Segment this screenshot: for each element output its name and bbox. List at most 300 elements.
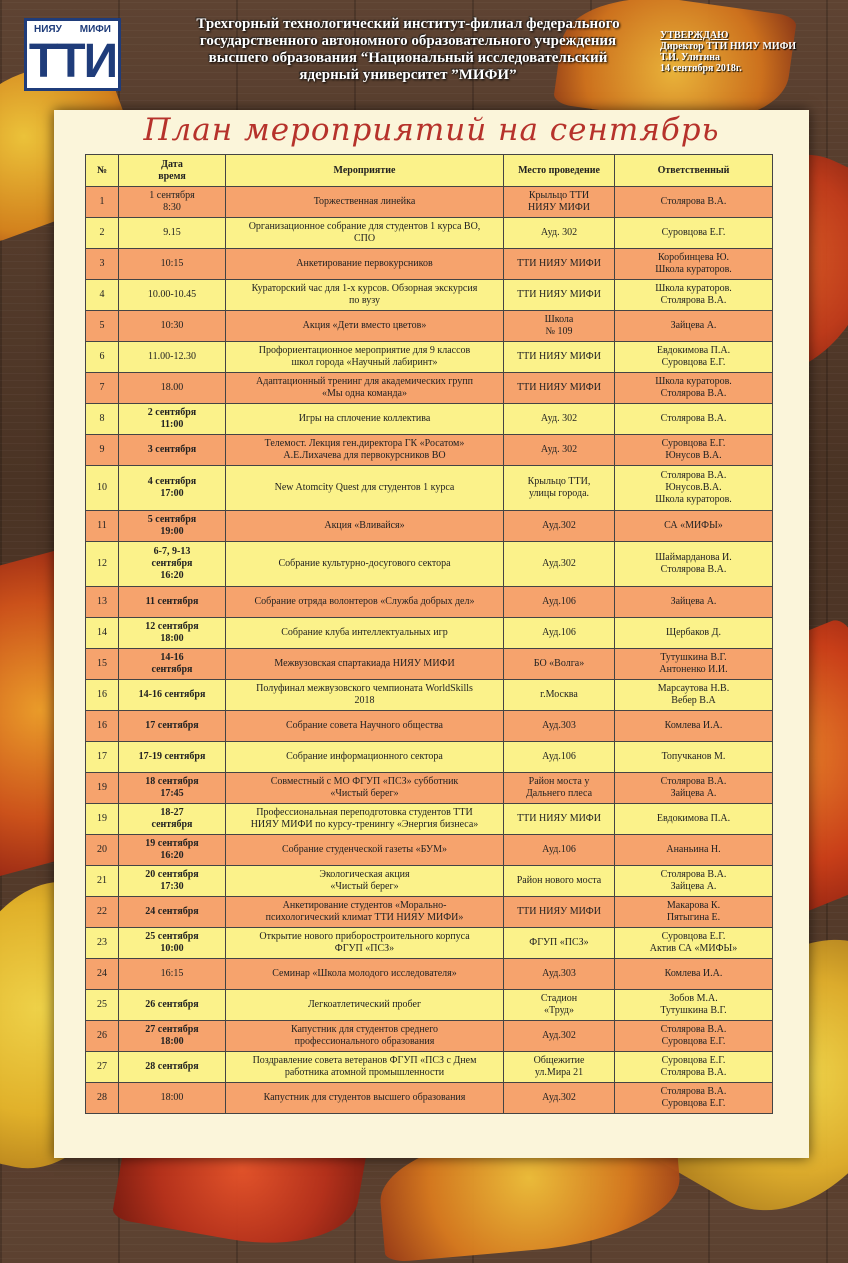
row-date-cell-line: 5 сентября [147,514,197,525]
row-place-cell [504,435,615,466]
row-place-cell [504,897,615,928]
row-date-cell [119,311,226,342]
approval-block [660,30,840,74]
row-event-cell-line: Телемост. Лекция ген.директора ГК «Росатом» [264,438,465,449]
row-event-cell-line: Поздравление совета ветеранов ФГУП «ПСЗ с Днем [252,1055,477,1066]
row-number-cell-line: 25 [97,999,107,1010]
row-event-cell [226,990,504,1021]
row-date-cell [119,928,226,959]
row-place-cell [504,711,615,742]
row-place-cell [504,342,615,373]
row-responsible-cell [615,804,773,835]
row-event-cell-line: Организационное собрание для студентов 1 курса ВО, [248,221,481,232]
row-responsible-cell-line: Суровцова Е.Г. [661,1055,726,1066]
row-responsible-cell-line: Коробинцева Ю. [657,252,730,263]
row-place-cell-line: Крыльцо ТТИ, [527,476,591,487]
row-number-cell [86,1083,119,1114]
table-row [86,249,773,280]
row-date-cell-line: 17:30 [160,881,184,892]
row-place-cell [504,587,615,618]
row-place-cell [504,804,615,835]
row-number-cell-line: 9 [99,444,105,455]
row-date-cell-line: 16:15 [160,968,184,979]
row-responsible-cell-line: Зайцева А. [670,320,717,331]
row-date-cell [119,280,226,311]
row-date-cell [119,1052,226,1083]
row-responsible-cell-line: Суровцова Е.Г. [661,1036,726,1047]
row-date-cell [119,1021,226,1052]
table-header-row [86,155,773,187]
row-place-cell-line: Крыльцо ТТИ [528,190,590,201]
row-date-cell-line: 17 сентября [145,720,199,731]
row-date-cell-line: сентября [151,558,193,569]
row-number-cell [86,835,119,866]
row-responsible-cell [615,373,773,404]
row-date-cell [119,466,226,511]
row-date-cell [119,680,226,711]
institute-name [158,16,658,84]
row-number-cell [86,187,119,218]
table-row [86,897,773,928]
row-event-cell [226,649,504,680]
row-place-cell [504,742,615,773]
row-place-cell-line: Ауд.302 [542,1092,576,1103]
row-responsible-cell-line: Столярова В.А. [660,295,727,306]
row-event-cell-line: «Чистый берег» [330,788,399,799]
row-date-cell-line: 16:20 [160,570,184,581]
row-place-cell-line: Ауд.106 [542,596,576,607]
row-event-cell-line: Открытие нового приборостроительного корпуса [259,931,470,942]
row-place-cell-line: ТТИ НИЯУ МИФИ [517,382,601,393]
row-responsible-cell-line: Юнусов В.А. [665,450,722,461]
row-responsible-cell-line: Столярова В.А. [660,869,727,880]
row-event-cell-line: Торжественная линейка [313,196,416,207]
table-row [86,742,773,773]
row-event-cell [226,342,504,373]
row-date-cell-line: 17:45 [160,788,184,799]
row-place-cell [504,280,615,311]
row-responsible-cell-line: Суровцова Е.Г. [661,931,726,942]
row-event-cell [226,618,504,649]
row-date-cell-line: 26 сентября [145,999,199,1010]
table-row [86,680,773,711]
row-number-cell-line: 19 [97,813,107,824]
row-date-cell-line: 19:00 [160,526,184,537]
row-event-cell [226,249,504,280]
row-event-cell-line: ФГУП «ПСЗ» [334,943,395,954]
row-place-cell [504,990,615,1021]
row-number-cell [86,680,119,711]
row-date-cell [119,342,226,373]
row-event-cell-line: Совместный с МО ФГУП «ПСЗ» субботник [270,776,459,787]
row-event-cell [226,435,504,466]
row-date-cell-line: 11.00-12.30 [148,351,196,362]
row-responsible-cell-line: Столярова В.А. [660,776,727,787]
row-responsible-cell-line: Столярова В.А. [660,1067,727,1078]
row-number-cell-line: 15 [97,658,107,669]
row-number-cell [86,928,119,959]
row-number-cell-line: 20 [97,844,107,855]
row-date-cell [119,742,226,773]
row-date-cell-line: 18.00 [160,382,184,393]
row-date-cell [119,866,226,897]
row-event-cell-line: Собрание культурно-досугового сектора [278,558,451,569]
row-responsible-cell [615,1052,773,1083]
row-responsible-cell [615,342,773,373]
row-event-cell [226,680,504,711]
row-responsible-cell-line: Евдокимова П.А. [656,813,731,824]
row-date-cell-line: 10.00-10.45 [147,289,197,300]
row-place-cell [504,187,615,218]
row-number-cell-line: 3 [99,258,105,269]
row-date-cell [119,542,226,587]
row-place-cell-line: Ауд. 302 [540,444,578,455]
row-responsible-cell-line: Зайцева А. [670,881,717,892]
row-date-cell-line: 11 сентября [145,596,199,607]
row-place-cell-line: Ауд.106 [542,844,576,855]
row-number-cell [86,990,119,1021]
institute-name-line: ядерный университет ”МИФИ” [299,67,517,83]
table-row [86,711,773,742]
row-event-cell [226,373,504,404]
row-event-cell [226,835,504,866]
row-number-cell [86,649,119,680]
row-event-cell-line: Межвузовская спартакиада НИЯУ МИФИ [274,658,455,669]
row-number-cell [86,1052,119,1083]
row-place-cell-line: Ауд.106 [542,751,576,762]
row-place-cell [504,866,615,897]
row-event-cell-line: Профориентационное мероприятие для 9 классов [258,345,471,356]
row-responsible-cell [615,249,773,280]
row-event-cell-line: Капустник для студентов среднего [290,1024,439,1035]
row-place-cell-line: № 109 [545,326,573,337]
row-date-cell-line: 3 сентября [147,444,197,455]
row-place-cell [504,680,615,711]
row-event-cell-line: Собрание клуба интеллектуальных игр [281,627,448,638]
institute-name-line: высшего образования “Национальный исследовательский [208,50,608,66]
row-date-cell-line: сентября [151,819,193,830]
row-number-cell [86,511,119,542]
row-place-cell-line: Ауд.302 [542,1030,576,1041]
row-responsible-cell [615,773,773,804]
row-event-cell [226,773,504,804]
row-place-cell-line: Дальнего плеса [525,788,593,799]
row-responsible-cell-line: Школа кураторов. [655,376,732,387]
row-number-cell-line: 23 [97,937,107,948]
row-place-cell [504,959,615,990]
row-date-cell-line: 27 сентября [145,1024,199,1035]
row-place-cell [504,249,615,280]
row-number-cell [86,587,119,618]
row-responsible-cell [615,649,773,680]
row-place-cell-line: Ауд. 302 [540,413,578,424]
row-event-cell [226,542,504,587]
row-place-cell-line: Ауд.106 [542,627,576,638]
row-date-cell-line: 6-7, 9-13 [153,546,191,557]
row-place-cell-line: НИЯУ МИФИ [528,202,590,213]
row-event-cell-line: Семинар «Школа молодого исследователя» [272,968,457,979]
row-date-cell-line: 18:00 [160,1036,184,1047]
row-place-cell [504,311,615,342]
row-responsible-cell-line: Тутушкина В.Г. [660,652,727,663]
row-event-cell-line: Экологическая акция [319,869,410,880]
row-responsible-cell-line: Школа кураторов. [655,264,732,275]
row-date-cell-line: 14-16 сентября [138,689,206,700]
row-date-cell [119,990,226,1021]
row-date-cell-line: 1 сентября [149,190,195,201]
row-event-cell-line: Анкетирование студентов «Морально- [282,900,447,911]
row-event-cell [226,959,504,990]
row-number-cell-line: 21 [97,875,107,886]
row-date-cell-line: 12 сентября [145,621,199,632]
table-row [86,435,773,466]
row-place-cell-line: ул.Мира 21 [534,1067,584,1078]
row-date-cell-line: 18:00 [160,633,184,644]
row-place-cell-line: Ауд.303 [542,720,576,731]
row-date-cell [119,835,226,866]
page-title: План мероприятий на сентябрь [143,112,720,148]
row-place-cell-line: Район моста у [528,776,590,787]
table-row [86,773,773,804]
institute-name-line: государственного автономного образовательного учреждения [199,33,617,49]
row-place-cell-line: ТТИ НИЯУ МИФИ [517,813,601,824]
table-row [86,218,773,249]
row-number-cell [86,1021,119,1052]
row-place-cell [504,542,615,587]
row-place-cell [504,773,615,804]
row-responsible-cell-line: Зайцева А. [670,596,717,607]
table-row [86,649,773,680]
row-place-cell [504,218,615,249]
row-place-cell-line: ТТИ НИЯУ МИФИ [517,906,601,917]
row-event-cell-line: New Atomcity Quest для студентов 1 курса [274,482,455,493]
row-number-cell-line: 7 [99,382,105,393]
events-table [85,154,773,1114]
table-row [86,959,773,990]
row-event-cell-line: Кураторский час для 1-х курсов. Обзорная экскурсия [251,283,478,294]
row-date-cell [119,187,226,218]
row-responsible-cell-line: Суровцова Е.Г. [661,1098,726,1109]
row-responsible-cell [615,928,773,959]
row-responsible-cell [615,542,773,587]
row-date-cell-line: 10:00 [160,943,184,954]
logo-text-tti: ТТИ [28,35,117,88]
table-row [86,342,773,373]
row-event-cell-line: А.Е.Лихачева для первокурсников ВО [283,450,446,461]
row-number-cell-line: 16 [97,689,107,700]
table-row [86,928,773,959]
row-responsible-cell-line: Суровцова Е.Г. [661,438,726,449]
row-event-cell-line: Собрание совета Научного общества [285,720,443,731]
row-responsible-cell-line: Шаймарданова И. [655,552,732,563]
row-place-cell [504,1083,615,1114]
table-row [86,804,773,835]
row-number-cell [86,742,119,773]
table-row [86,542,773,587]
row-place-cell-line: ФГУП «ПСЗ» [529,937,589,948]
row-number-cell [86,897,119,928]
row-place-cell [504,835,615,866]
row-date-cell [119,511,226,542]
row-event-cell [226,742,504,773]
row-event-cell-line: Акция «Дети вместо цветов» [302,320,427,331]
row-event-cell [226,187,504,218]
row-event-cell [226,804,504,835]
row-event-cell [226,1083,504,1114]
row-date-cell-line: 14-16 [160,652,184,663]
row-event-cell-line: Адаптационный тренинг для академических групп [256,376,473,387]
row-event-cell [226,280,504,311]
approval-line: 14 сентября 2018г. [660,63,742,74]
row-place-cell [504,511,615,542]
row-responsible-cell-line: СА «МИФЫ» [664,520,723,531]
row-number-cell [86,959,119,990]
row-place-cell-line: ТТИ НИЯУ МИФИ [517,258,601,269]
row-responsible-cell [615,990,773,1021]
row-responsible-cell-line: Зайцева А. [670,788,717,799]
row-number-cell [86,373,119,404]
row-responsible-cell [615,466,773,511]
row-date-cell-line: 10:15 [160,258,184,269]
row-responsible-cell [615,742,773,773]
row-responsible-cell-line: Столярова В.А. [660,1086,727,1097]
row-responsible-cell-line: Школа кураторов. [655,283,732,294]
row-number-cell-line: 28 [97,1092,107,1103]
row-place-cell-line: Общежитие [533,1055,585,1066]
column-header-event: Мероприятие [226,155,504,187]
row-responsible-cell [615,587,773,618]
row-date-cell [119,773,226,804]
row-responsible-cell-line: Макарова К. [666,900,721,911]
row-date-cell-line: 9.15 [163,227,181,238]
row-number-cell-line: 12 [97,558,107,569]
row-date-cell [119,649,226,680]
row-responsible-cell-line: Столярова В.А. [660,388,727,399]
row-place-cell [504,1021,615,1052]
row-number-cell [86,773,119,804]
row-date-cell-line: 11:00 [160,419,184,430]
row-event-cell-line: «Чистый берег» [330,881,399,892]
row-place-cell-line: ТТИ НИЯУ МИФИ [517,351,601,362]
row-number-cell-line: 10 [97,482,107,493]
row-responsible-cell-line: Антоненко И.И. [659,664,728,675]
row-responsible-cell-line: Столярова В.А. [660,564,727,575]
row-responsible-cell-line: Столярова В.А. [660,470,727,481]
row-event-cell [226,1021,504,1052]
row-number-cell [86,404,119,435]
row-date-cell [119,435,226,466]
row-number-cell [86,218,119,249]
row-event-cell-line: по вузу [349,295,380,306]
row-responsible-cell-line: Марсаутова Н.В. [657,683,730,694]
row-event-cell [226,897,504,928]
row-date-cell [119,959,226,990]
row-date-cell-line: 20 сентября [145,869,199,880]
row-event-cell-line: 2018 [354,695,375,706]
row-place-cell-line: Район нового моста [516,875,602,886]
row-responsible-cell-line: Топучканов М. [661,751,726,762]
row-place-cell [504,404,615,435]
row-event-cell [226,1052,504,1083]
row-responsible-cell [615,187,773,218]
row-responsible-cell [615,218,773,249]
table-row [86,373,773,404]
row-responsible-cell-line: Суровцова Е.Г. [661,357,726,368]
row-responsible-cell-line: Актив СА «МИФЫ» [649,943,738,954]
row-event-cell [226,511,504,542]
row-place-cell-line: г.Москва [540,689,578,700]
row-event-cell-line: Анкетирование первокурсников [296,258,433,269]
row-responsible-cell [615,511,773,542]
row-event-cell [226,711,504,742]
row-event-cell-line: СПО [353,233,376,244]
row-event-cell-line: Собрание отряда волонтеров «Служба добрых дел» [254,596,475,607]
row-responsible-cell [615,680,773,711]
row-number-cell [86,311,119,342]
row-number-cell-line: 16 [97,720,107,731]
row-number-cell [86,280,119,311]
row-date-cell [119,587,226,618]
row-place-cell [504,618,615,649]
row-responsible-cell-line: Школа кураторов. [655,494,732,505]
approval-line: Директор ТТИ НИЯУ МИФИ [660,41,797,52]
row-number-cell-line: 22 [97,906,107,917]
row-place-cell [504,373,615,404]
row-place-cell [504,466,615,511]
row-number-cell [86,542,119,587]
row-event-cell-line: Профессиональная переподготовка студентов ТТИ [256,807,473,818]
table-row [86,187,773,218]
row-event-cell-line: профессионального образования [294,1036,435,1047]
row-date-cell [119,711,226,742]
row-number-cell-line: 5 [99,320,105,331]
row-responsible-cell [615,311,773,342]
institute-name-line: Трехгорный технологический институт-филиал федерального [196,16,620,32]
row-number-cell [86,249,119,280]
row-number-cell-line: 8 [99,413,105,424]
row-responsible-cell [615,897,773,928]
row-place-cell-line: «Труд» [543,1005,575,1016]
row-responsible-cell-line: Тутушкина В.Г. [660,1005,727,1016]
row-date-cell-line: 4 сентября [147,476,197,487]
row-number-cell [86,866,119,897]
table-row [86,835,773,866]
row-responsible-cell-line: Столярова В.А. [660,1024,727,1035]
row-date-cell-line: 25 сентября [145,931,199,942]
row-date-cell [119,804,226,835]
table-row [86,1052,773,1083]
table-row [86,1021,773,1052]
row-responsible-cell-line: Суровцова Е.Г. [661,227,726,238]
row-number-cell [86,711,119,742]
row-date-cell-line: 18:00 [160,1092,184,1103]
row-number-cell [86,804,119,835]
row-responsible-cell [615,866,773,897]
row-number-cell-line: 14 [97,627,107,638]
row-responsible-cell-line: Комлева И.А. [664,968,723,979]
row-responsible-cell-line: Ананьина Н. [666,844,721,855]
row-event-cell-line: Легкоатлетический пробег [307,999,422,1010]
row-place-cell-line: улицы города. [528,488,590,499]
row-number-cell-line: 26 [97,1030,107,1041]
row-number-cell [86,342,119,373]
row-responsible-cell [615,618,773,649]
row-event-cell-line: «Мы одна команда» [322,388,407,399]
logo-text-mifi: МИФИ [79,24,111,35]
tti-logo [24,18,121,91]
row-event-cell [226,404,504,435]
row-event-cell [226,311,504,342]
